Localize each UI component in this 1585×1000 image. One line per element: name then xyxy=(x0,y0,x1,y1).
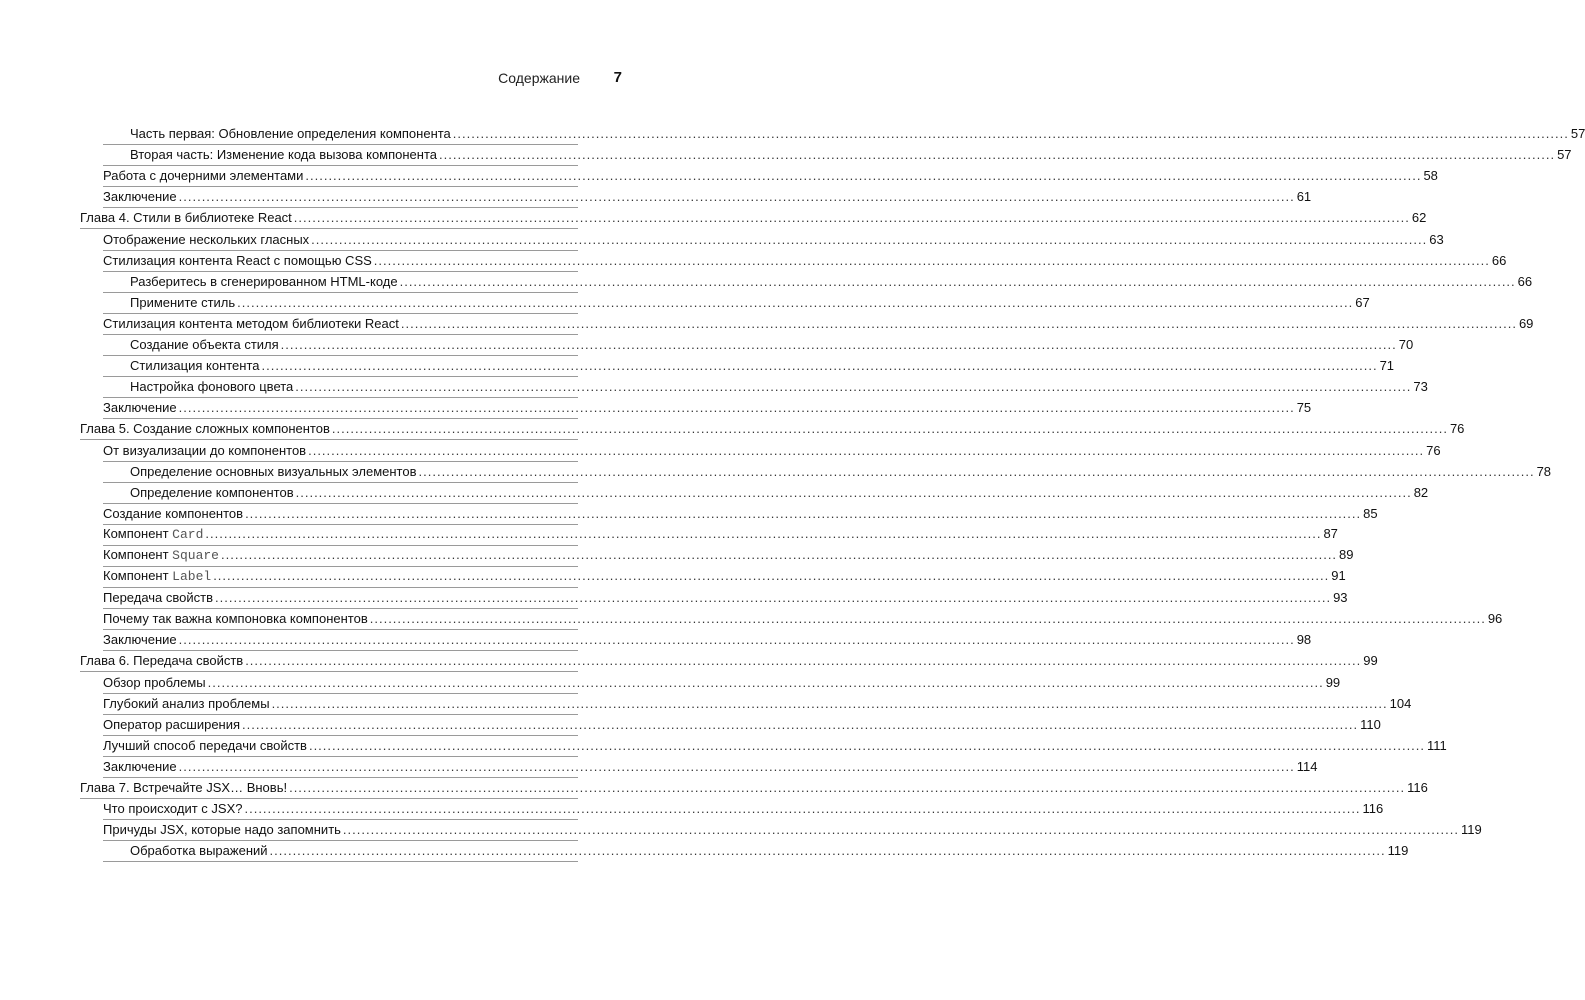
toc-entry-page: 93 xyxy=(1333,590,1348,606)
dot-leader xyxy=(343,822,1459,838)
dot-leader xyxy=(305,168,1421,184)
toc-entry-row[interactable] xyxy=(103,525,1338,546)
toc-entry xyxy=(103,252,1507,271)
toc-entry xyxy=(130,147,1572,165)
toc-entry-row[interactable] xyxy=(103,841,1409,862)
toc-entry-row[interactable] xyxy=(103,546,1354,567)
toc-entry-row[interactable] xyxy=(103,715,1381,736)
toc-entry-text: Вторая часть: Изменение кода вызова компонента xyxy=(130,147,438,163)
toc-entry xyxy=(103,568,1346,587)
toc-entry-row[interactable] xyxy=(103,694,1412,715)
dot-leader xyxy=(215,590,1331,606)
toc-entry-text: Часть первая: Обновление определения компонента xyxy=(130,126,451,142)
toc-entry-text: Отображение нескольких гласных xyxy=(103,231,310,247)
toc-entry-title xyxy=(103,611,368,627)
toc-chapter-row[interactable] xyxy=(80,778,1428,799)
dot-leader xyxy=(245,653,1361,669)
toc-entry-page: 76 xyxy=(1426,442,1441,458)
toc-entry-page: 67 xyxy=(1355,294,1370,310)
toc-entry-text: Стилизация контента xyxy=(130,358,260,374)
toc-entry xyxy=(103,695,1412,714)
toc-entry xyxy=(130,294,1370,313)
dot-leader xyxy=(311,232,1427,248)
toc-entry-title xyxy=(103,253,372,269)
toc-entry-text: Создание компонентов xyxy=(103,505,244,521)
toc-entry-text: Глубокий анализ проблемы xyxy=(103,695,270,711)
toc-entry-page: 73 xyxy=(1413,379,1428,395)
toc-entry-title xyxy=(103,568,211,585)
dot-leader xyxy=(205,526,1321,542)
toc-entry-title xyxy=(80,653,243,669)
toc-entry-page: 75 xyxy=(1296,400,1312,416)
toc-entry-title xyxy=(130,147,437,163)
toc-entry-title xyxy=(103,526,203,543)
toc-entry xyxy=(130,463,1552,482)
toc-entry-title xyxy=(103,443,306,459)
dot-leader xyxy=(296,485,1412,501)
toc-entry-page: 70 xyxy=(1398,337,1414,353)
dot-leader xyxy=(213,568,1329,584)
dot-leader xyxy=(221,547,1337,563)
toc-entry-title xyxy=(80,210,292,226)
toc-entry-row[interactable] xyxy=(103,293,1370,314)
toc-entry-row[interactable] xyxy=(103,820,1482,841)
toc-entry xyxy=(103,315,1534,334)
toc-entry-title xyxy=(80,780,287,796)
toc-entry-title xyxy=(103,316,399,332)
toc-entry-row[interactable] xyxy=(103,124,1585,145)
toc-entry-title xyxy=(103,801,242,817)
toc-entry-row[interactable] xyxy=(103,672,1341,693)
toc-entry-page: 96 xyxy=(1487,611,1503,627)
dot-leader xyxy=(374,253,1490,269)
toc-entry xyxy=(103,231,1444,250)
toc-entry-text: Обзор проблемы xyxy=(103,674,206,690)
toc-entry-title xyxy=(130,126,451,142)
toc-entry-row[interactable] xyxy=(103,335,1414,356)
toc-entry-page: 119 xyxy=(1460,822,1482,838)
toc-entry xyxy=(103,632,1312,650)
toc-entry-title xyxy=(103,232,309,248)
toc-entry-code: Square xyxy=(172,547,219,563)
toc-entry-row[interactable] xyxy=(103,314,1534,335)
toc-entry-text: Заключение xyxy=(103,189,177,205)
toc-entry-text: Глава 7. Встречайте JSX… Вновь! xyxy=(80,780,288,795)
toc-entry-code: Label xyxy=(172,569,212,585)
toc-entry-page: 111 xyxy=(1427,737,1447,753)
toc-entry xyxy=(80,780,1428,798)
toc-entry-row[interactable] xyxy=(103,229,1444,250)
toc-entry-text: Передача свойств xyxy=(103,590,214,606)
toc-entry-title xyxy=(130,337,279,353)
toc-entry-text: Заключение xyxy=(103,400,177,416)
toc-entry xyxy=(80,210,1427,228)
toc-entry-page: 63 xyxy=(1429,231,1444,247)
toc-entry-text: Заключение xyxy=(103,758,177,774)
toc-entry xyxy=(130,843,1409,861)
toc-entry-text: Определение основных визуальных элементов xyxy=(130,463,417,479)
toc-entry-title xyxy=(103,632,177,648)
toc-entry-title xyxy=(103,717,240,733)
toc-entry xyxy=(103,611,1503,629)
toc-entry-text: Глава 6. Передача свойств xyxy=(80,653,244,669)
toc-entry-text: От визуализации до компонентов xyxy=(103,442,307,458)
dot-leader xyxy=(245,506,1361,522)
toc-entry-title xyxy=(130,464,417,480)
dot-leader xyxy=(289,780,1405,796)
toc-entry xyxy=(130,358,1395,376)
dot-leader xyxy=(332,421,1448,437)
toc-entry xyxy=(103,525,1338,545)
dot-leader xyxy=(370,611,1486,627)
toc-entry-page: 99 xyxy=(1363,653,1378,669)
toc-entry-text: Обработка выражений xyxy=(130,843,268,859)
toc-entry-row[interactable] xyxy=(103,187,1312,208)
toc-entry-title xyxy=(130,358,260,374)
toc-entry-title xyxy=(103,590,213,606)
toc-entry-page: 119 xyxy=(1387,843,1409,859)
toc-entry-title xyxy=(130,485,294,501)
toc-entry xyxy=(103,822,1482,840)
toc-entry-row[interactable] xyxy=(103,609,1503,630)
toc-entry xyxy=(103,590,1348,608)
dot-leader xyxy=(179,400,1295,416)
dot-leader xyxy=(439,147,1555,163)
toc-entry-page: 66 xyxy=(1491,252,1507,268)
toc-entry-page: 116 xyxy=(1407,780,1428,795)
toc-entry-text: Стилизация контента React с помощью CSS xyxy=(103,252,372,268)
toc-entry-page: 89 xyxy=(1339,546,1354,562)
dot-leader xyxy=(281,337,1397,353)
toc-entry-row[interactable] xyxy=(103,504,1378,525)
toc-entry-row[interactable] xyxy=(103,736,1447,757)
toc-entry xyxy=(130,379,1428,397)
toc-entry-title xyxy=(80,421,330,437)
toc-entry xyxy=(130,273,1533,292)
running-header-title: Содержание xyxy=(498,70,580,86)
toc-entry-page: 114 xyxy=(1296,758,1318,774)
toc-entry-title xyxy=(103,675,206,691)
toc-entry-text: Определение компонентов xyxy=(130,484,294,500)
toc-entry-row[interactable] xyxy=(103,272,1533,293)
dot-leader xyxy=(179,189,1295,205)
toc-entry-row[interactable] xyxy=(103,398,1312,419)
toc-entry-page: 78 xyxy=(1536,463,1552,479)
toc-entry-title xyxy=(103,822,341,838)
toc-entry-page: 76 xyxy=(1449,421,1465,437)
toc-entry xyxy=(103,400,1312,418)
page-header xyxy=(0,70,682,90)
toc-entry-text: Лучший способ передачи свойств xyxy=(103,737,307,753)
toc-entry xyxy=(103,546,1354,566)
dot-leader xyxy=(294,210,1410,226)
toc-entry xyxy=(103,442,1441,461)
toc-entry-page: 91 xyxy=(1331,568,1346,584)
toc-entry-text: Стилизация контента методом библиотеки React xyxy=(103,315,399,331)
dot-leader xyxy=(242,717,1358,733)
toc-entry-title xyxy=(130,295,235,311)
toc-entry-row[interactable] xyxy=(103,588,1348,609)
toc-entry-page: 62 xyxy=(1411,210,1427,226)
toc-entry-title xyxy=(130,843,268,859)
toc-entry-text: Примените стиль xyxy=(130,294,236,310)
toc-entry-title xyxy=(103,696,270,712)
toc-entry-text: Компонент xyxy=(103,546,173,562)
toc-entry xyxy=(103,189,1312,207)
dot-leader xyxy=(401,316,1517,332)
toc-entry-text: Глава 5. Создание сложных компонентов xyxy=(80,421,330,437)
toc-entry-row[interactable] xyxy=(103,799,1384,820)
toc-entry-text: Заключение xyxy=(103,632,177,648)
toc-entry-page: 58 xyxy=(1423,168,1438,184)
dot-leader xyxy=(295,379,1411,395)
toc-entry xyxy=(103,674,1341,693)
dot-leader xyxy=(244,801,1360,817)
dot-leader xyxy=(272,696,1388,712)
toc-entry-row[interactable] xyxy=(103,757,1318,778)
dot-leader xyxy=(308,443,1424,459)
toc-entry xyxy=(130,337,1414,355)
toc-chapter-row[interactable] xyxy=(80,208,1427,229)
table-of-contents xyxy=(0,124,1585,862)
toc-entry-row[interactable] xyxy=(103,251,1507,272)
toc-entry-page: 71 xyxy=(1379,358,1395,374)
toc-entry-title xyxy=(103,738,307,754)
toc-entry xyxy=(103,716,1381,735)
toc-entry xyxy=(103,758,1318,777)
dot-leader xyxy=(270,843,1386,859)
toc-entry-page: 82 xyxy=(1413,484,1429,500)
toc-entry-title xyxy=(130,379,293,395)
toc-entry-text: Компонент xyxy=(103,525,173,541)
toc-entry-title xyxy=(103,759,177,775)
toc-entry-row[interactable] xyxy=(103,462,1552,483)
toc-entry-text: Настройка фонового цвета xyxy=(130,379,294,395)
toc-entry-page: 66 xyxy=(1517,273,1533,289)
toc-entry-title xyxy=(103,189,177,205)
toc-entry-title xyxy=(103,547,219,564)
toc-entry-row[interactable] xyxy=(103,630,1312,651)
toc-entry xyxy=(130,126,1585,144)
toc-entry-text: Компонент xyxy=(103,568,173,584)
toc-entry-page: 110 xyxy=(1360,716,1381,732)
toc-entry-text: Оператор расширения xyxy=(103,716,241,732)
toc-entry-page: 116 xyxy=(1362,801,1384,817)
toc-entry-title xyxy=(103,506,243,522)
toc-entry-title xyxy=(103,168,303,184)
toc-entry-page: 104 xyxy=(1389,695,1412,711)
toc-entry-page: 57 xyxy=(1570,126,1585,142)
toc-entry-page: 69 xyxy=(1518,315,1534,331)
toc-entry-title xyxy=(130,274,398,290)
dot-leader xyxy=(419,464,1535,480)
toc-entry-row[interactable] xyxy=(103,440,1441,461)
dot-leader xyxy=(179,632,1295,648)
toc-chapter-row[interactable] xyxy=(80,651,1378,672)
toc-entry-page: 57 xyxy=(1557,147,1572,163)
toc-entry-row[interactable] xyxy=(103,356,1395,377)
toc-chapter-row[interactable] xyxy=(80,419,1465,440)
toc-entry xyxy=(80,421,1465,439)
toc-entry-page: 99 xyxy=(1325,674,1341,690)
toc-entry-row[interactable] xyxy=(103,166,1438,187)
toc-entry-text: Создание объекта стиля xyxy=(130,337,279,353)
dot-leader xyxy=(179,759,1295,775)
dot-leader xyxy=(208,675,1324,691)
toc-entry-row[interactable] xyxy=(103,567,1346,588)
toc-entry-text: Что происходит с JSX? xyxy=(103,801,243,817)
dot-leader xyxy=(262,358,1378,374)
toc-entry-text: Разберитесь в сгенерированном HTML-коде xyxy=(130,273,398,289)
dot-leader xyxy=(237,295,1353,311)
dot-leader xyxy=(309,738,1425,754)
dot-leader xyxy=(453,126,1569,142)
toc-entry-text: Работа с дочерними элементами xyxy=(103,168,304,184)
toc-entry-row[interactable] xyxy=(103,483,1429,504)
page-number: 7 xyxy=(613,69,622,86)
toc-entry xyxy=(103,168,1438,186)
toc-entry xyxy=(103,801,1384,819)
toc-entry-row[interactable] xyxy=(103,145,1572,166)
toc-entry-code: Card xyxy=(172,526,204,542)
dot-leader xyxy=(400,274,1516,290)
toc-entry-title xyxy=(103,400,177,416)
toc-entry xyxy=(103,737,1447,756)
toc-entry-row[interactable] xyxy=(103,377,1428,398)
toc-entry-text: Почему так важна компоновка компонентов xyxy=(103,611,368,627)
toc-entry xyxy=(80,653,1378,671)
toc-entry-page: 61 xyxy=(1296,189,1312,205)
toc-entry-page: 87 xyxy=(1323,525,1338,541)
toc-entry-page: 85 xyxy=(1363,505,1378,521)
toc-entry xyxy=(130,484,1429,503)
toc-entry-page: 98 xyxy=(1296,632,1312,648)
toc-entry-text: Глава 4. Стили в библиотеке React xyxy=(80,210,292,226)
toc-entry xyxy=(103,505,1378,524)
toc-entry-text: Причуды JSX, которые надо запомнить xyxy=(103,822,341,838)
